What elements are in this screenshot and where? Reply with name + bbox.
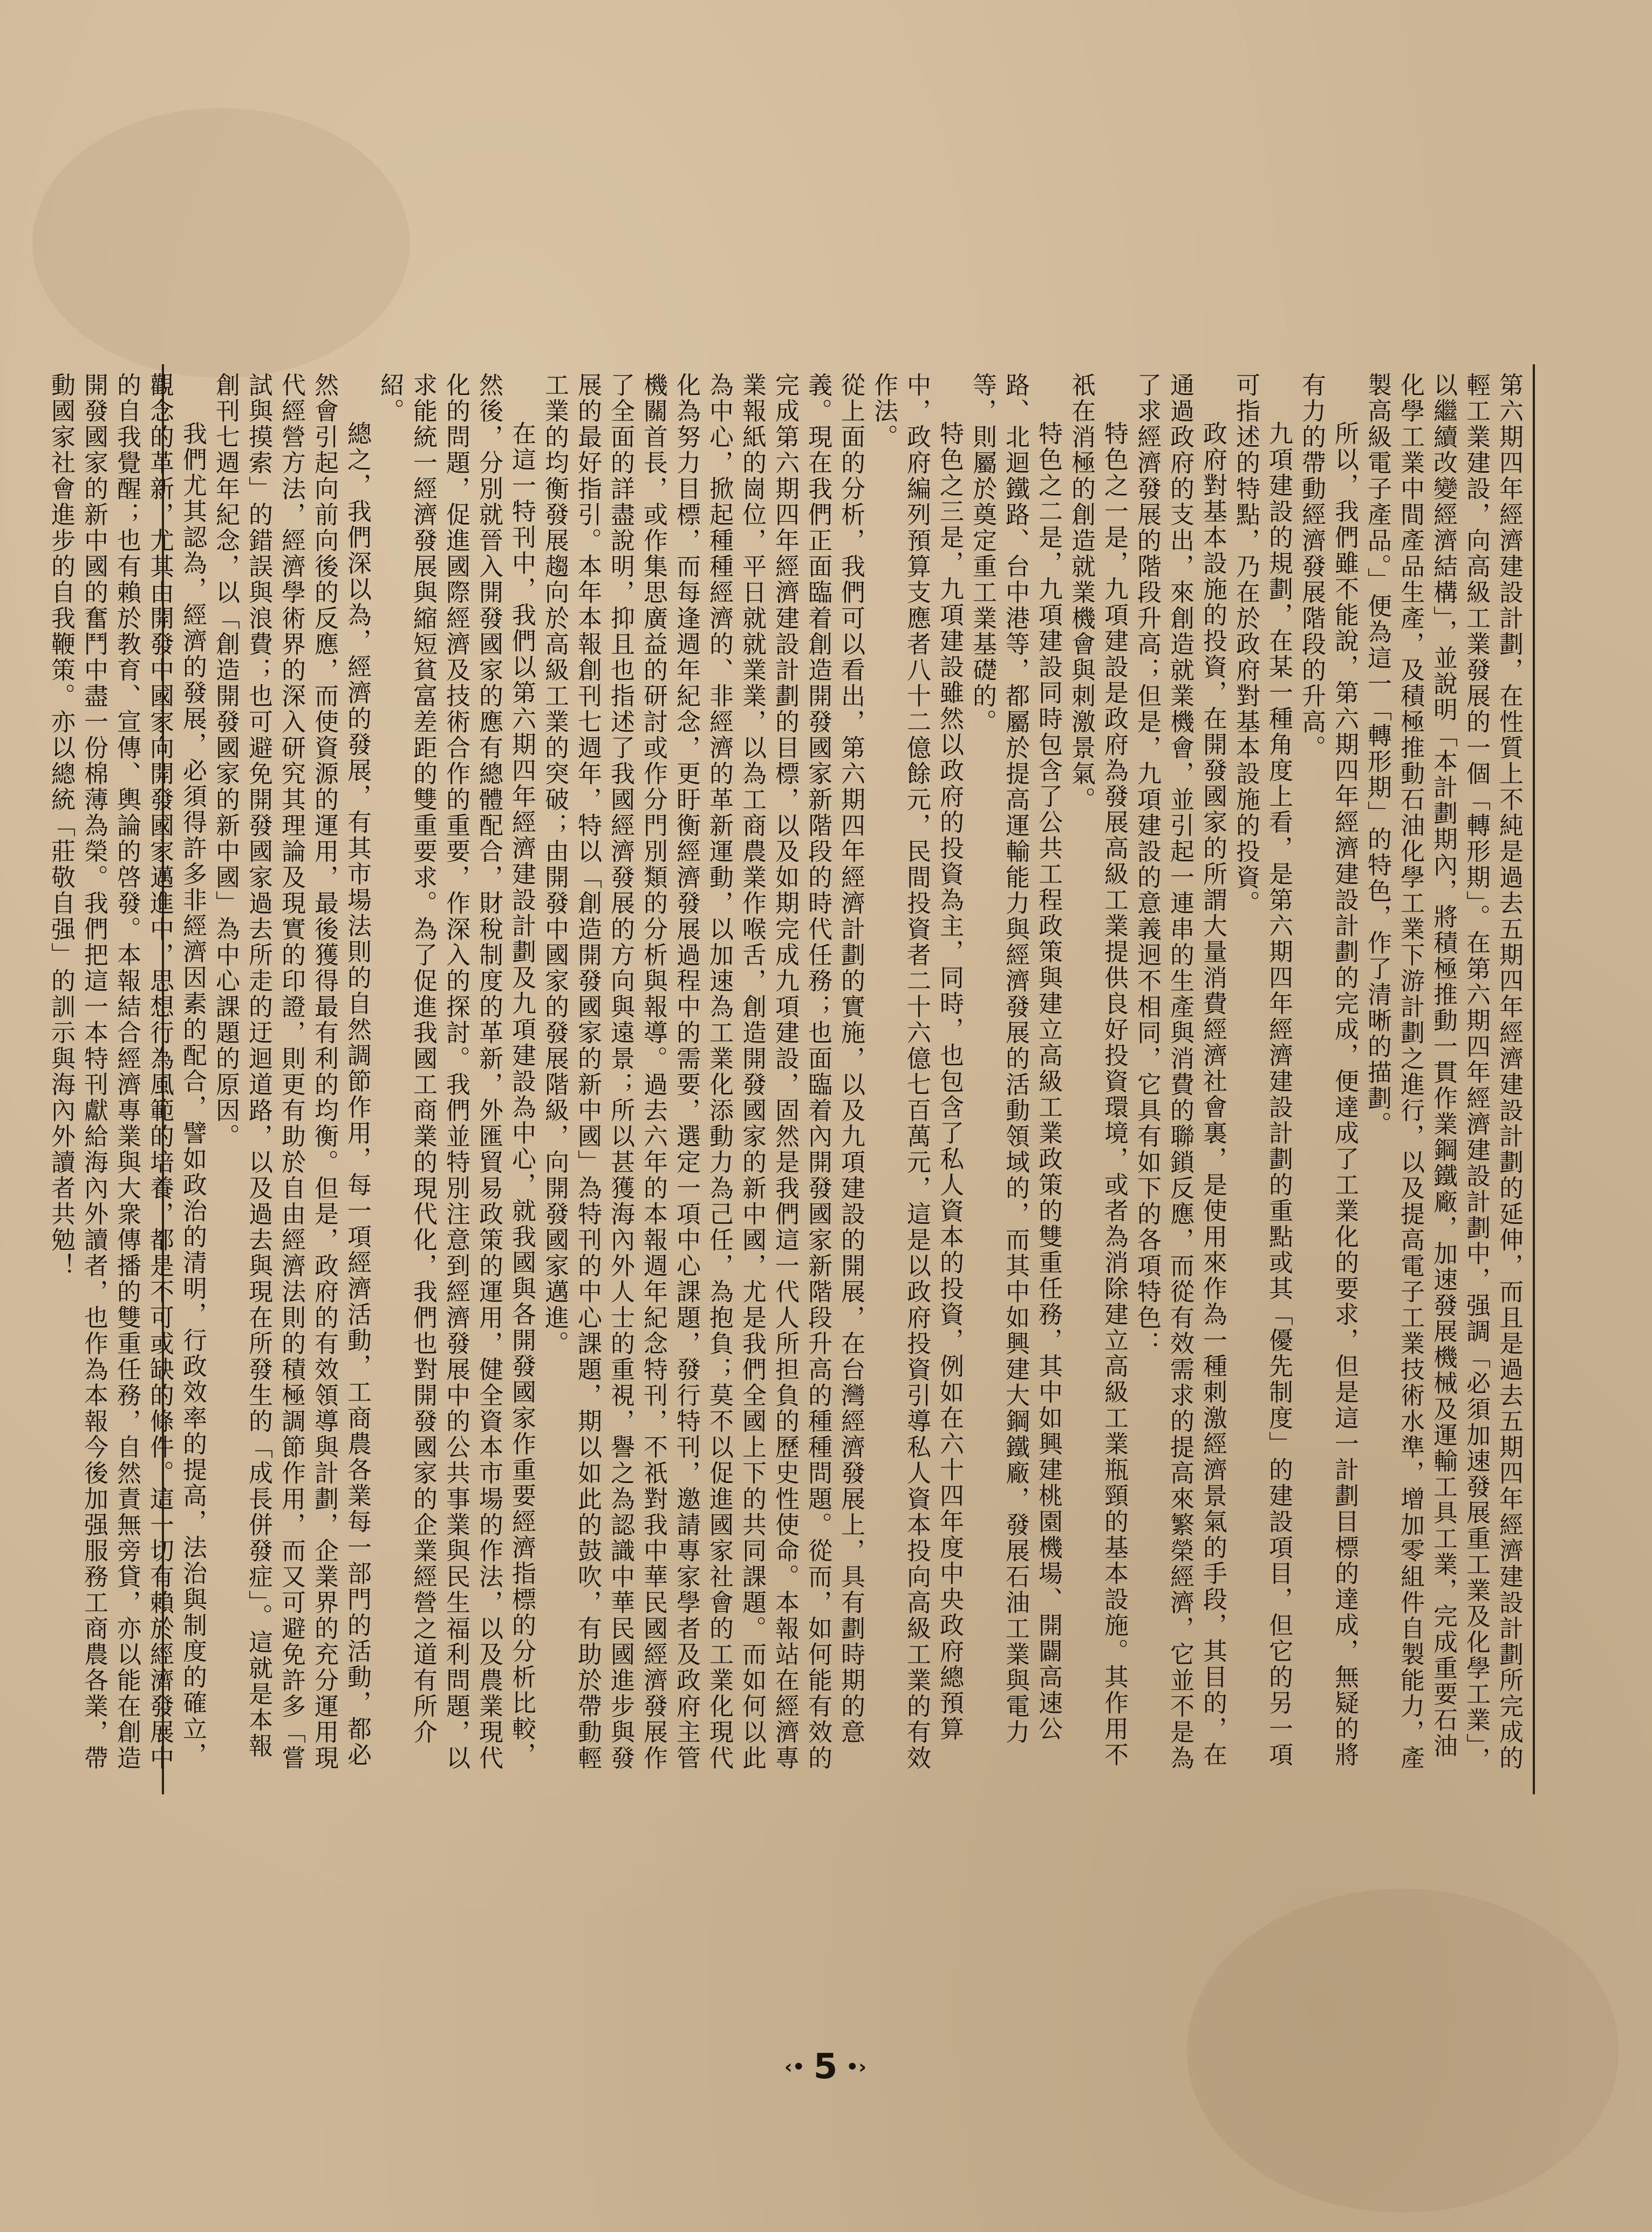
paper-stain xyxy=(1187,1889,1619,2213)
page-number-value: 5 xyxy=(813,2047,838,2087)
paragraph: 第六期四年經濟建設計劃，在性質上不純是過去五期四年經濟建設計劃的延伸，而且是過去五期四年經濟建設計劃所完成的輕工業建設，向高級工業發展的一個「轉形期」。在第六期四年經濟建設計劃中，强調「必須加速發展重工業及化學工業」，以繼續改變經濟結構」，並說明「本計劃期內，將積極推動一貫作業鋼鐵廠，加速發展機械及運輸工具工業，完成重要石油化學工業中間產品生產，及積極推動石油化學工業下游計劃之進行，以及提高電子工業技術水準，增加零組件自製能力，產製高級電子產品。」便為這一「轉形期」的特色，作了清晰的描劃。 xyxy=(1363,372,1524,1773)
paragraph: 九項建設的規劃，在某一種角度上看，是第六期四年經濟建設計劃的重點或其「優先制度」的建設項目，但它的另一項可指述的特點，乃在於政府對基本設施的投資。 xyxy=(1232,372,1293,1768)
paper-stain xyxy=(32,108,410,378)
paragraph: 所以，我們雖不能說，第六期四年經濟建設計劃的完成，便達成了工業化的要求，但是這一計劃目標的達成，無疑的將有力的帶動經濟發展階段的升高。 xyxy=(1298,372,1359,1768)
paragraph: 在這一特刊中，我們以第六期四年經濟建設計劃及九項建設為中心，就我國與各開發國家作重要經濟指標的分析比較，然後，分別就晉入開發國家的應有總體配合，財稅制度的革新，外匯貿易政策的運用，健全資本市場的作法，以及農業現代化的問題，促進國際經濟及技術合作的重要，作深入的探討。我們並特別注意到經濟發展中的公共事業與民生福利問題，以求能統一經濟發展與縮短貧富差距的雙重要求。為了促進我國工商業的現代化，我們也對開發國家的企業經營之道有所介紹。 xyxy=(376,372,536,1771)
page-number xyxy=(745,2037,906,2097)
article-body xyxy=(47,372,1526,1784)
paragraph: 特色之二是，九項建設同時包含了公共工程政策與建立高級工業政策的雙重任務，其中如興建桃園機場、開闢高速公路、北迴鐵路、台中港等，都屬於提高運輸能力與經濟發展的活動領域的，而其中如興建大鋼鐵廠，發展石油工業與電力等，則屬於奠定重工業基礎的。 xyxy=(968,372,1063,1745)
paragraph: 總之，我們深以為，經濟的發展，有其市場法則的自然調節作用，每一項經濟活動，工商農各業每一部門的活動，都必然會引起向前向後的反應，而使資源的運用，最後獲得最有利的均衡。但是，政府的有效領導與計劃，企業界的充分運用現代經營方法，經濟學術界的深入研究其理論及現實的印證，則更有助於自由經濟法則的積極調節作用，而又可避免許多「嘗試與摸索」的錯誤與浪費；也可避免開發國家過去所走的迂迴道路，以及過去與現在所發生的「成長併發症」。這就是本報創刊七週年紀念，以「創造開發國家的新中國」為中心課題的原因。 xyxy=(211,372,372,1771)
paragraph: 我們尤其認為，經濟的發展，必須得許多非經濟因素的配合，譬如政治的清明，行政效率的提高，法治與制度的確立，觀念的革新，尤其由開發中國家向開發國家邁進中，思想行為風範的培養，都是不可或缺的條件。這一切有賴於經濟發展中的自我覺醒；也有賴於教育、宣傳、輿論的啓發。本報結合經濟專業與大衆傳播的雙重任務，自然責無旁貸，亦以能在創造開發國家的新中國的奮鬥中盡一份棉薄為榮。我們把這一本特刊獻給海內外讀者，也作為本報今後加强服務工商農各業，帶動國家社會進步的自我鞭策。亦以總統「莊敬自强」的訓示與海內外讀者共勉！ xyxy=(47,372,207,1771)
paragraph: 特色之一是，九項建設是政府為發展高級工業提供良好投資環境，或者為消除建立高級工業瓶頸的基本設施。其作用不祇在消極的創造就業機會與刺激景氣。 xyxy=(1067,372,1129,1768)
paragraph: 特色之三是，九項建設雖然以政府的投資為主，同時，也包含了私人資本的投資，例如在六十四年度中央政府總預算中，政府編列預算支應者八十二億餘元，民間投資者二十六億七百萬元，這是以政府投資引導私人資本投向高級工業的有效作法。 xyxy=(870,372,964,1771)
dot-ornament: •› xyxy=(846,2056,867,2078)
paragraph: 從上面的分析，我們可以看出，第六期四年經濟計劃的實施，以及九項建設的開展，在台灣經濟發展上，具有劃時期的意義。現在我們正面臨着創造開發國家新階段的時代任務；也面臨着內開發國家新階段升高的種種問題。從而，如何能有效的完成第六期四年經濟建設計劃的目標，以及如期完成九項建設，固然是我們這一代人所担負的歷史性使命。本報站在經濟專業報紙的崗位，平日就就業業，以為工商農業作喉舌，創造開發國家的新中國，尤是我們全國上下的共同課題。而如何以此為中心，掀起種種經濟的、非經濟的革新運動，以加速為工業化添動力為己任，為抱負；莫不以促進國家社會的工業化現代化為努力目標，而每逢週年紀念，更盱衡經濟發展過程中的需要，選定一項中心課題，發行特刊，邀請專家學者及政府主管機關首長，或作集思廣益的研討或作分門別類的分析與報導。過去六年的本報週年紀念特刊，不祇對我中華民國經濟發展作了全面的詳盡說明，抑且也指述了我國經濟發展的方向與遠景；所以甚獲海內外人士的重視，譽之為認識中華民國進步與發展的最好指引。本年本報創刊七週年，特以「創造開發國家的新中國」為特刊的中心課題，期以如此的鼓吹，有助於帶動輕工業的均衡發展趨向於高級工業的突破；由開發中國家的發展階級，向開發國家邁進。 xyxy=(541,372,865,1771)
paragraph: 政府對基本設施的投資，在開發國家的所謂大量消費經濟社會裏，是使用來作為一種刺激經濟景氣的手段，其目的，在通過政府的支出，來創造就業機會，並引起一連串的生產與消費的聯鎖反應，而從有效需求的提高來繁榮經濟，它並不是為了求經濟發展的階段升高；但是，九項建設的意義迥不相同，它具有如下的各項特色： xyxy=(1133,372,1227,1771)
dot-ornament: ‹• xyxy=(784,2056,805,2078)
